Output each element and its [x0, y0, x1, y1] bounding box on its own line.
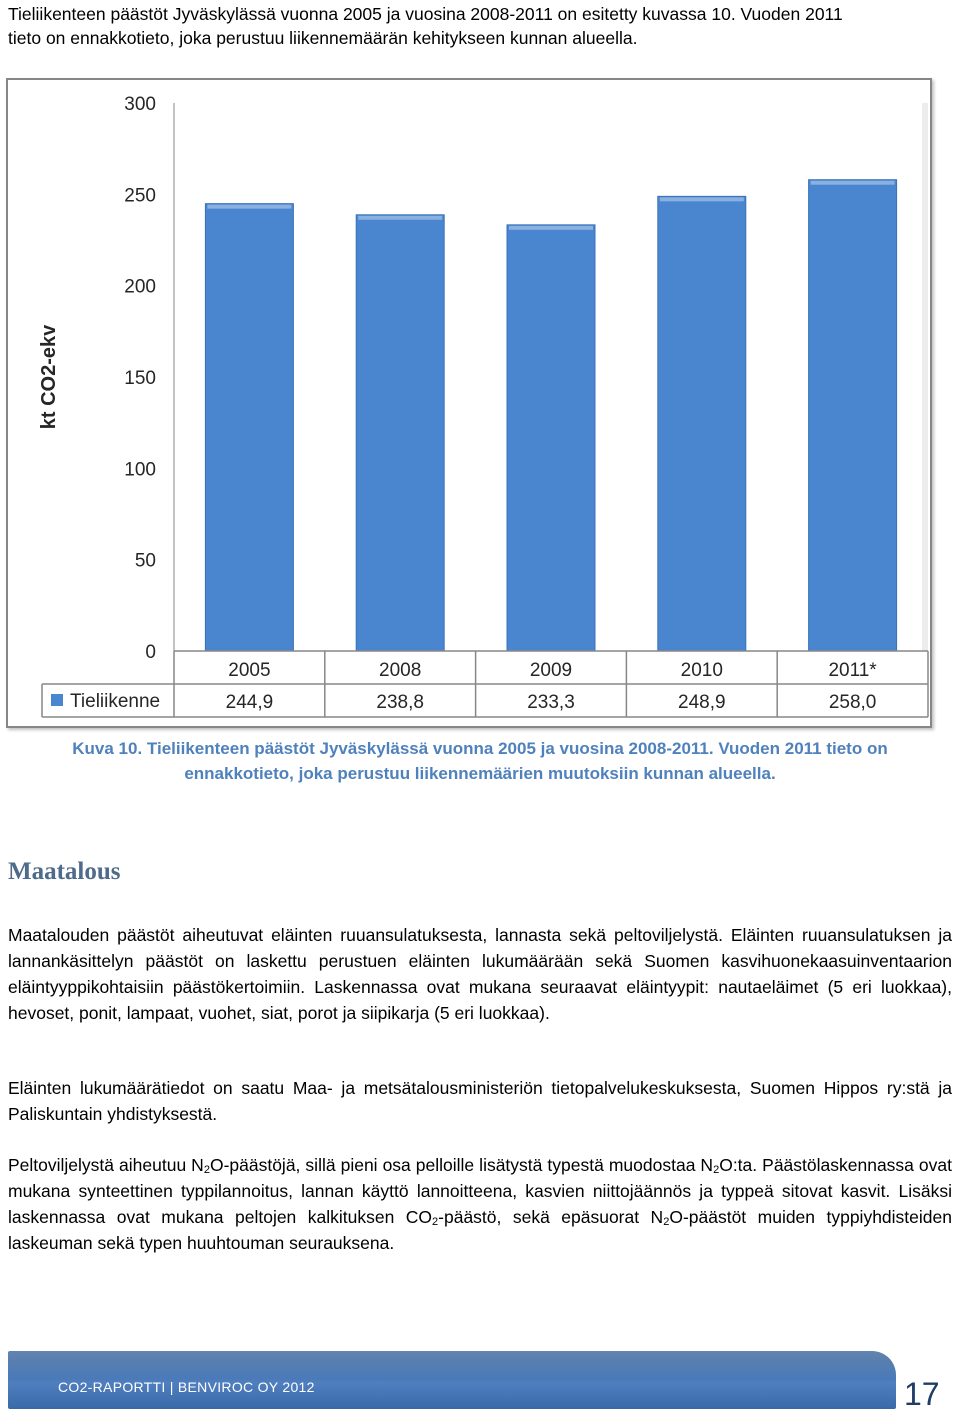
p3-part-a: Peltoviljelystä aiheutuu N [8, 1155, 204, 1175]
bar-2009 [507, 225, 595, 651]
y-tick-label: 0 [145, 642, 156, 663]
p3-sub-4: 2 [663, 1216, 670, 1228]
bar-2005 [205, 204, 293, 651]
y-tick-label: 50 [134, 550, 156, 572]
table-value: 248,9 [678, 692, 726, 713]
table-value: 244,9 [225, 692, 274, 713]
y-tick-label: 100 [124, 459, 156, 481]
bar-2011 [809, 180, 897, 651]
bar-highlight [660, 197, 744, 201]
bar-2010 [658, 196, 746, 651]
p3-part-e: O-päästöt muiden typpiyhdisteiden laskeuman sekä typen huuhtouman seurauksena. [8, 1207, 952, 1253]
bar-2008 [356, 215, 444, 651]
table-value: 238,8 [376, 692, 424, 713]
legend-label: Tieliikenne [70, 691, 161, 712]
table-value: 258,0 [828, 692, 877, 713]
x-tick-label: 2011* [828, 660, 877, 681]
paragraph-field-cultivation [8, 1152, 952, 1256]
emissions-chart [6, 78, 932, 728]
p3-part-c: O:ta. Päästölaskennassa ovat mukana synteettinen typpilannoitus, lannan käyttö lannoitteena, kasvien niittojäännös ja typpeä sitovat kasvit. Lisäksi laskennassa ovat mukana peltojen kalkituksen CO [8, 1155, 952, 1227]
paragraph-livestock: Maatalouden päästöt aiheutuvat eläinten ruuansulatuksesta, lannasta sekä peltoviljelystä. Eläinten ruuansulatuksen ja lannankäsittelyn päästöt on laskettu perustuen eläinten lukumäärään sekä Suomen kasvihuonekaasuinventaarion eläintyyppikohtaisiin päästökertoimiin. Laskennassa ovat mukana seuraavat eläintyypit: nautaeläimet (5 eri luokkaa), hevoset, ponit, lampaat, vuohet, siat, porot ja siipikarja (5 eri luokkaa). [8, 925, 952, 1023]
y-tick-label: 250 [124, 185, 156, 207]
footer-text: CO2-RAPORTTI | BENVIROC OY 2012 [58, 1379, 315, 1395]
bar-highlight [207, 205, 291, 209]
bar-highlight [811, 181, 895, 185]
y-tick-label: 200 [124, 276, 156, 298]
chart-canvas [8, 80, 930, 726]
x-tick-label: 2009 [529, 660, 573, 681]
x-tick-label: 2008 [379, 660, 422, 681]
bar-highlight [509, 226, 593, 230]
x-tick-label: 2005 [228, 660, 271, 681]
paragraph-data-sources: Eläinten lukumäärätiedot on saatu Maa- ja metsätalousministeriön tietopalvelukeskuksesta, Suomen Hippos ry:stä ja Paliskuntain yhdistyksestä. [8, 1078, 952, 1124]
x-tick-label: 2010 [680, 660, 723, 681]
section-heading: Maatalous [8, 858, 121, 885]
y-axis-title: kt CO2-ekv [38, 324, 60, 430]
p3-part-d: -päästö, sekä epäsuorat N [438, 1207, 664, 1227]
bar-highlight [358, 216, 442, 220]
p3-part-b: O-päästöjä, sillä pieni osa pelloille lisätystä typestä muodostaa N [209, 1155, 714, 1175]
p3-sub-2: 2 [713, 1164, 720, 1176]
intro-line-2: tieto on ennakkotieto, joka perustuu liikennemäärän kehitykseen kunnan alueella. [8, 28, 638, 48]
caption-line-1: Kuva 10. Tieliikenteen päästöt Jyväskylässä vuonna 2005 ja vuosina 2008-2011. Vuoden 2011 tieto on [72, 739, 888, 758]
plot-area-shade [922, 103, 928, 651]
intro-text [8, 2, 952, 50]
caption-line-2: ennakkotieto, joka perustuu liikennemäärien muutoksiin kunnan alueella. [184, 764, 776, 783]
intro-line-1: Tieliikenteen päästöt Jyväskylässä vuonna 2005 ja vuosina 2008-2011 on esitetty kuvassa 10. Vuoden 2011 [8, 4, 843, 24]
figure-caption [8, 736, 952, 786]
table-value: 233,3 [527, 692, 575, 713]
p3-sub-3: 2 [432, 1216, 439, 1228]
p3-sub-1: 2 [203, 1164, 210, 1176]
legend-swatch [51, 694, 63, 706]
y-tick-label: 300 [124, 94, 156, 115]
y-tick-label: 150 [124, 368, 156, 389]
page-number: 17 [904, 1376, 940, 1412]
